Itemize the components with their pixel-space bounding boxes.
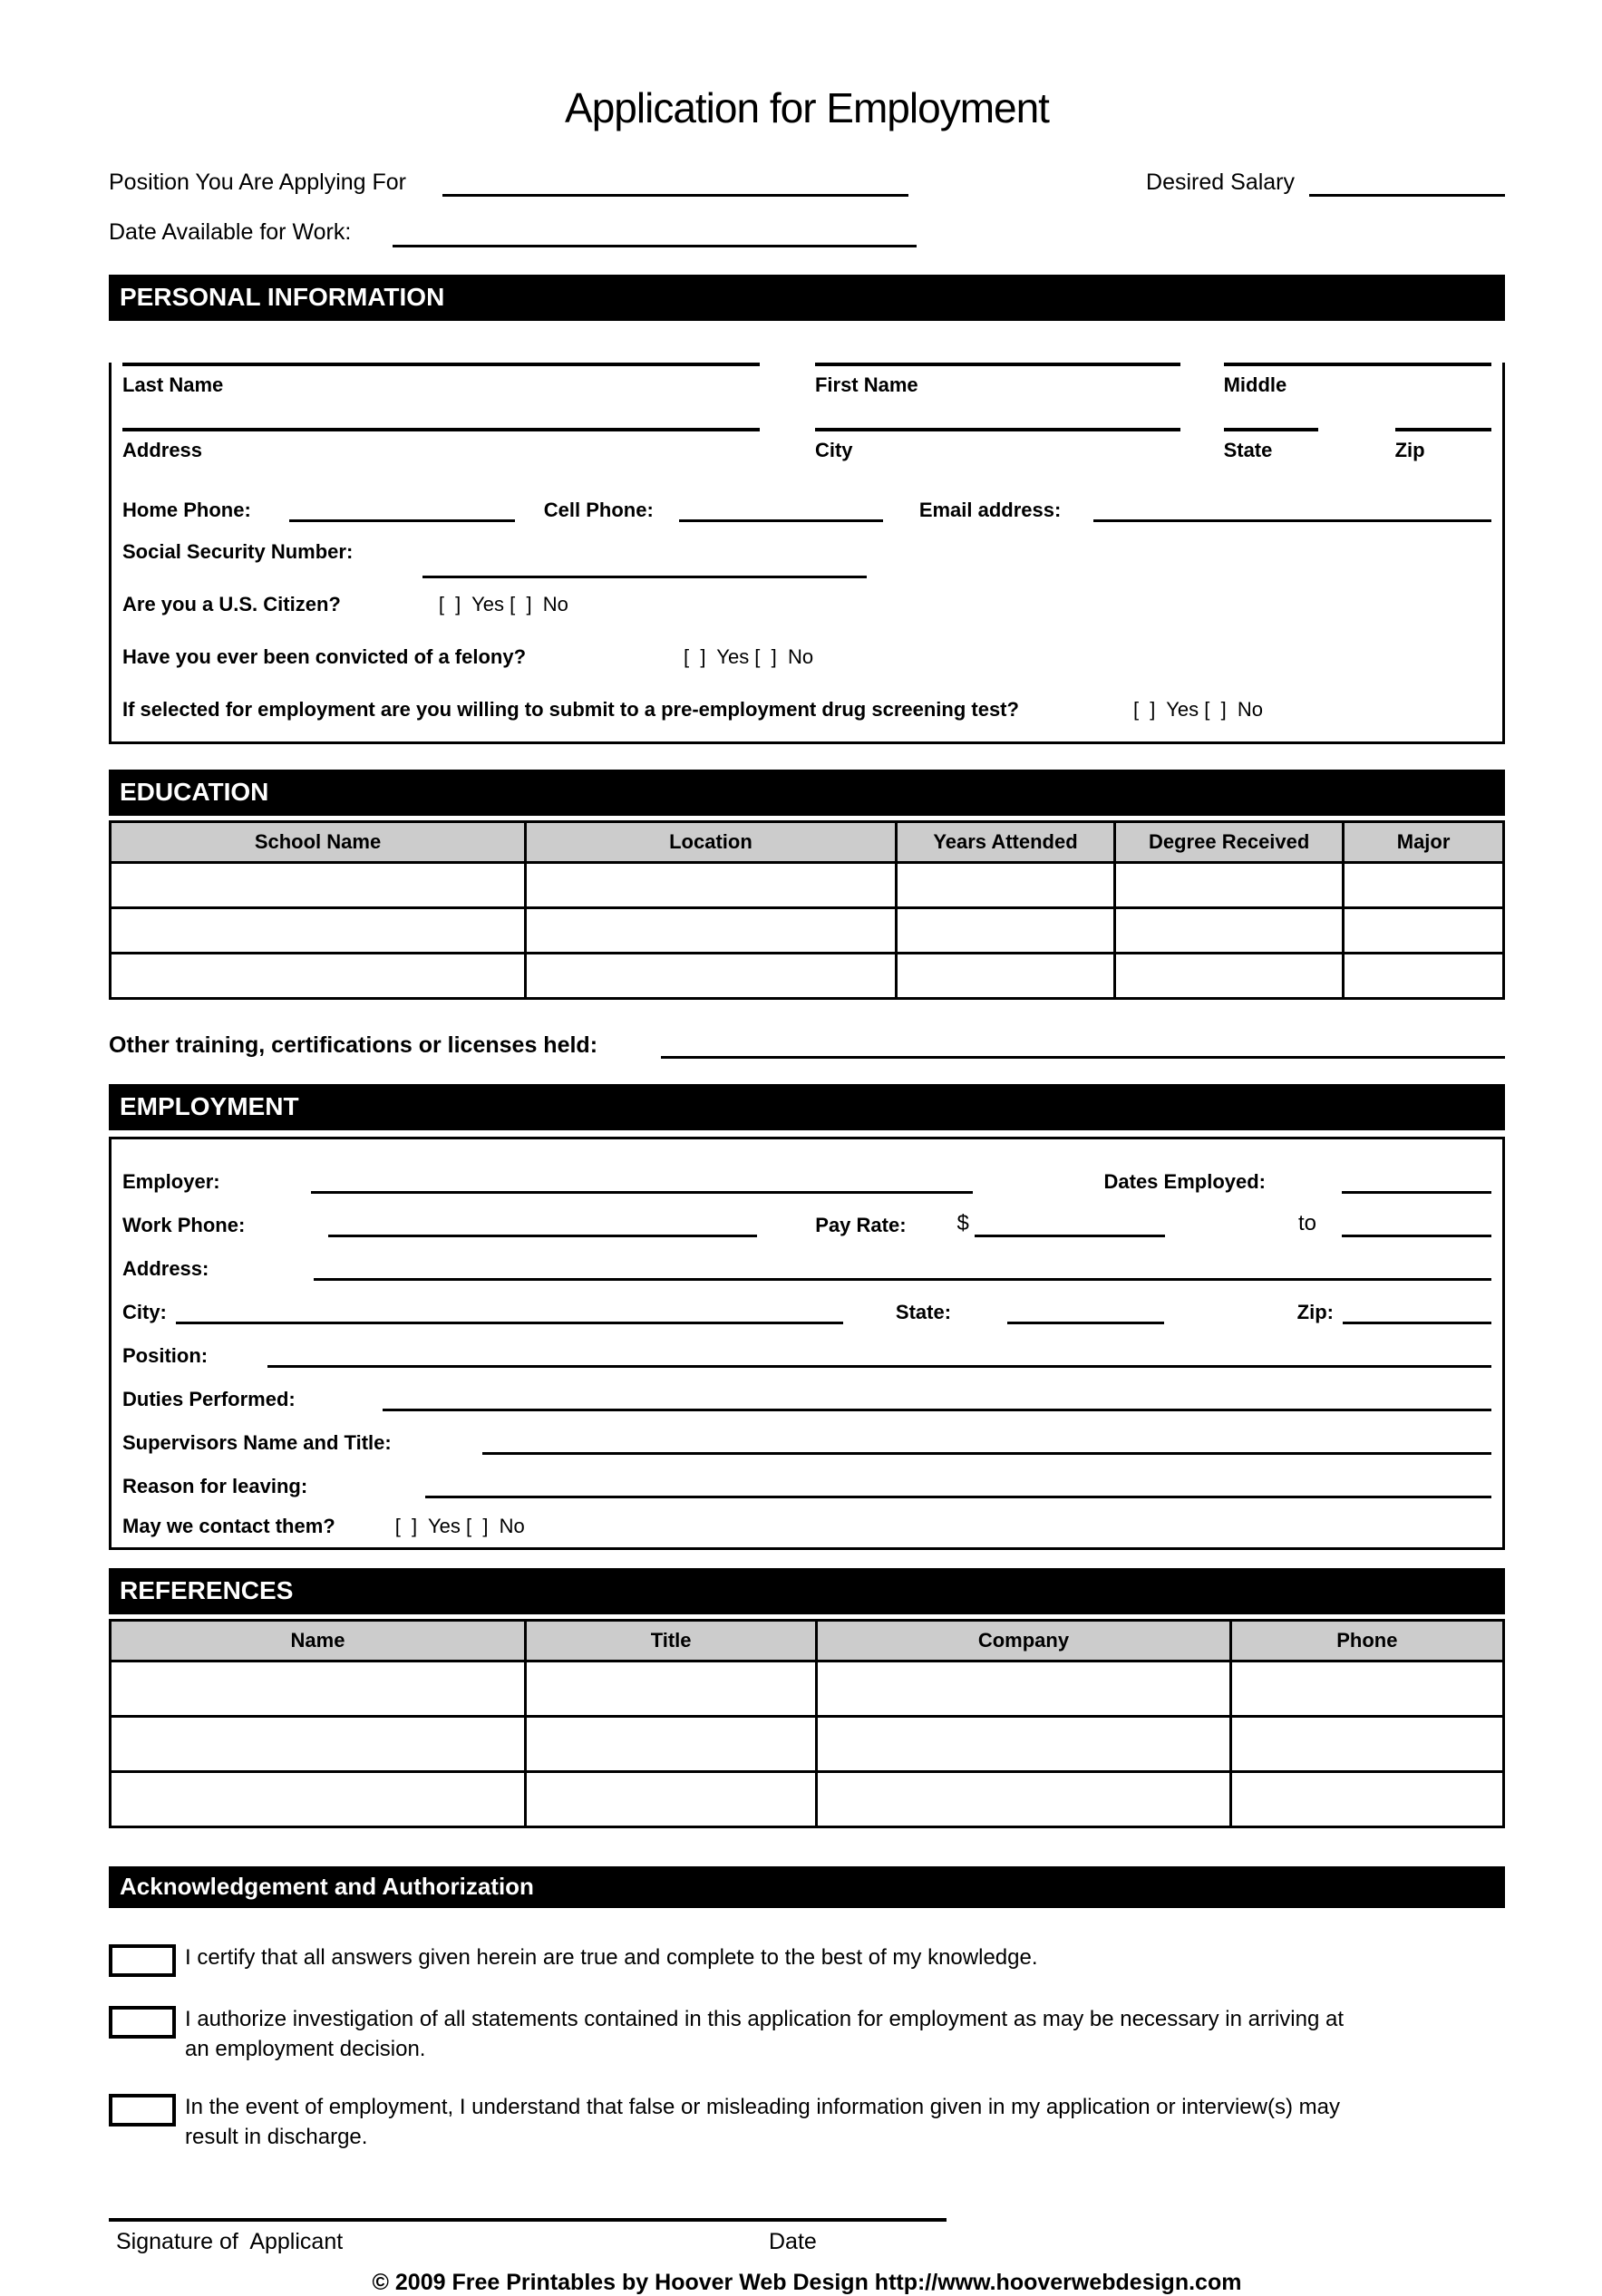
cell-phone-label: Cell Phone:: [543, 498, 654, 521]
signature-of-applicant-label: Signature of Applicant: [116, 2228, 344, 2254]
acknowledgement-statement: I authorize investigation of all statements contained in this application for employment as may be necessary in arriving at an employment decision.: [185, 2006, 1344, 2062]
education-col-school-name: School Name: [111, 821, 526, 862]
drug-test-question-label: If selected for employment are you willing to submit to a pre-employment drug screening test?: [122, 697, 1019, 721]
position-row: [122, 1324, 1491, 1368]
other-training-label: Other training, certifications or licenses held:: [109, 1032, 598, 1058]
supervisor-name-title-label: Supervisors Name and Title:: [122, 1430, 392, 1454]
education-cell[interactable]: [1344, 953, 1504, 998]
acknowledgement-header-label: Acknowledgement and Authorization: [120, 1873, 534, 1900]
personal-information-header: [109, 275, 1505, 321]
education-cell[interactable]: [526, 907, 897, 953]
acknowledgement-statement: In the event of employment, I understand that false or misleading information given in my application or interview(s) may result in discharge.: [185, 2094, 1340, 2150]
date-label: Date: [769, 2228, 817, 2254]
signature-input-line[interactable]: [109, 2218, 947, 2222]
date-available-input-line[interactable]: [393, 240, 917, 247]
acknowledgement-statement: I certify that all answers given herein are true and complete to the best of my knowledge.: [185, 1944, 1038, 1970]
personal-information-header-label: PERSONAL INFORMATION: [120, 283, 445, 311]
education-table-row: [111, 907, 1504, 953]
work-phone-label: Work Phone:: [122, 1213, 246, 1236]
education-cell[interactable]: [896, 907, 1114, 953]
drug-test-question-row: [122, 698, 1491, 722]
references-col-name: Name: [111, 1620, 526, 1661]
references-cell[interactable]: [526, 1716, 817, 1771]
references-table-header-row: [111, 1620, 1504, 1661]
home-phone-label: Home Phone:: [122, 498, 251, 521]
education-col-location: Location: [526, 821, 897, 862]
may-we-contact-label: May we contact them?: [122, 1514, 335, 1537]
first-name-label: First Name: [814, 373, 918, 396]
education-table: [109, 820, 1505, 1000]
middle-name-field: [1224, 363, 1491, 397]
position-input-line[interactable]: [267, 1361, 1491, 1368]
address-fields-row: [122, 428, 1491, 462]
state-label: State: [1223, 438, 1273, 461]
references-cell[interactable]: [817, 1771, 1230, 1826]
reason-for-leaving-label: Reason for leaving:: [122, 1474, 308, 1497]
zip-input-line[interactable]: [1395, 428, 1491, 431]
date-available-label: Date Available for Work:: [109, 219, 352, 246]
cell-phone-input-line[interactable]: [679, 515, 883, 522]
citizen-yes-no-checkboxes[interactable]: [ ] Yes [ ] No: [438, 592, 568, 615]
position-applying-label: Position You Are Applying For: [109, 170, 407, 195]
city-label: City: [814, 438, 853, 461]
education-cell[interactable]: [1344, 862, 1504, 907]
duties-performed-label: Duties Performed:: [122, 1387, 296, 1410]
education-cell[interactable]: [1115, 953, 1344, 998]
first-name-input-line[interactable]: [815, 363, 1180, 366]
page-title: Application for Employment: [565, 84, 1049, 131]
date-available-row: [109, 218, 1505, 247]
employer-zip-input-line[interactable]: [1343, 1317, 1491, 1324]
employer-zip-label: Zip:: [1296, 1300, 1334, 1323]
drug-test-yes-no-checkboxes[interactable]: [ ] Yes [ ] No: [1132, 697, 1264, 721]
acknowledgement-items: [109, 1942, 1505, 2153]
acknowledgement-checkbox[interactable]: [109, 2094, 176, 2126]
references-cell[interactable]: [1230, 1716, 1503, 1771]
email-address-label: Email address:: [918, 498, 1062, 521]
employer-city-label: City:: [122, 1300, 167, 1323]
ssn-line-row: [122, 571, 1491, 578]
employer-input-line[interactable]: [311, 1187, 973, 1194]
employer-label: Employer:: [122, 1169, 220, 1193]
education-col-degree-received: Degree Received: [1115, 821, 1344, 862]
references-table-row: [111, 1716, 1504, 1771]
middle-name-input-line[interactable]: [1224, 363, 1491, 366]
references-cell[interactable]: [817, 1716, 1230, 1771]
references-table-row: [111, 1661, 1504, 1716]
employment-box: [109, 1137, 1505, 1550]
references-cell[interactable]: [111, 1661, 526, 1716]
acknowledgement-item: [109, 1942, 1505, 1977]
address-field: [122, 428, 760, 462]
education-cell[interactable]: [111, 907, 526, 953]
references-cell[interactable]: [526, 1661, 817, 1716]
state-input-line[interactable]: [1224, 428, 1318, 431]
education-col-years-attended: Years Attended: [896, 821, 1114, 862]
acknowledgement-header: [109, 1866, 1505, 1908]
pay-rate-to-line[interactable]: [1342, 1230, 1491, 1237]
references-col-title: Title: [526, 1620, 817, 1661]
reason-for-leaving-input-line[interactable]: [425, 1491, 1491, 1498]
middle-name-label: Middle: [1223, 373, 1287, 396]
last-name-field: [122, 363, 760, 397]
education-cell[interactable]: [111, 862, 526, 907]
education-table-row: [111, 953, 1504, 998]
education-col-major: Major: [1344, 821, 1504, 862]
pay-rate-label: Pay Rate:: [815, 1213, 907, 1236]
signature-block: [109, 2218, 1505, 2296]
education-table-header-row: [111, 821, 1504, 862]
employment-header-label: EMPLOYMENT: [120, 1092, 299, 1120]
references-header-label: REFERENCES: [120, 1576, 294, 1604]
personal-information-box: [109, 363, 1505, 744]
references-table-row: [111, 1771, 1504, 1826]
may-we-contact-row: [122, 1498, 1491, 1538]
other-training-input-line[interactable]: [661, 1051, 1505, 1059]
city-input-line[interactable]: [815, 428, 1180, 431]
work-phone-pay-row: [122, 1194, 1491, 1237]
ssn-label: Social Security Number:: [122, 539, 354, 563]
address-input-line[interactable]: [122, 428, 760, 431]
education-cell[interactable]: [1115, 862, 1344, 907]
references-col-phone: Phone: [1230, 1620, 1503, 1661]
education-cell[interactable]: [526, 862, 897, 907]
last-name-input-line[interactable]: [122, 363, 760, 366]
references-header: [109, 1568, 1505, 1614]
desired-salary-input-line[interactable]: [1309, 189, 1505, 197]
reason-leaving-row: [122, 1455, 1491, 1498]
address-label: Address: [122, 438, 203, 461]
education-header: [109, 770, 1505, 816]
education-cell[interactable]: [1344, 907, 1504, 953]
dates-employed-label: Dates Employed:: [1103, 1169, 1266, 1193]
employer-address-input-line[interactable]: [314, 1274, 1491, 1281]
acknowledgement-item: [109, 2004, 1505, 2065]
education-cell[interactable]: [896, 862, 1114, 907]
employer-row: [122, 1150, 1491, 1194]
duties-performed-input-line[interactable]: [383, 1404, 1491, 1411]
supervisor-name-title-input-line[interactable]: [482, 1448, 1491, 1455]
education-header-label: EDUCATION: [120, 778, 269, 806]
footer-copyright: © 2009 Free Printables by Hoover Web Design http://www.hooverwebdesign.com: [372, 2269, 1242, 2295]
duties-row: [122, 1368, 1491, 1411]
pay-rate-to-label: to: [1297, 1210, 1316, 1235]
phones-email-row: [122, 499, 1491, 522]
education-table-row: [111, 862, 1504, 907]
contact-yes-no-checkboxes[interactable]: [ ] Yes [ ] No: [394, 1514, 525, 1537]
felony-question-label: Have you ever been convicted of a felony?: [122, 644, 527, 668]
pay-rate-from-line[interactable]: [975, 1230, 1165, 1237]
education-cell[interactable]: [526, 953, 897, 998]
employer-state-label: State:: [895, 1300, 952, 1323]
zip-field: [1395, 428, 1491, 462]
references-cell[interactable]: [111, 1716, 526, 1771]
position-applying-input-line[interactable]: [442, 189, 908, 197]
references-table: [109, 1619, 1505, 1828]
education-cell[interactable]: [1115, 907, 1344, 953]
email-address-input-line[interactable]: [1093, 515, 1491, 522]
references-cell[interactable]: [817, 1661, 1230, 1716]
ssn-label-row: [122, 540, 1491, 564]
last-name-label: Last Name: [122, 373, 224, 396]
desired-salary-label: Desired Salary: [1146, 170, 1295, 195]
citizen-question-row: [122, 593, 1491, 616]
references-cell[interactable]: [111, 1771, 526, 1826]
employer-address-label: Address:: [122, 1256, 209, 1280]
references-col-company: Company: [817, 1620, 1230, 1661]
references-cell[interactable]: [1230, 1771, 1503, 1826]
education-cell[interactable]: [896, 953, 1114, 998]
zip-label: Zip: [1394, 438, 1425, 461]
references-cell[interactable]: [526, 1771, 817, 1826]
employer-city-input-line[interactable]: [176, 1317, 843, 1324]
employer-state-input-line[interactable]: [1007, 1317, 1164, 1324]
supervisor-row: [122, 1411, 1491, 1455]
position-label: Position:: [122, 1343, 209, 1367]
employer-city-row: [122, 1281, 1491, 1324]
signature-labels-row: [109, 2229, 1505, 2255]
city-field: [815, 428, 1180, 462]
first-name-field: [815, 363, 1180, 397]
employer-address-row: [122, 1237, 1491, 1281]
education-cell[interactable]: [111, 953, 526, 998]
acknowledgement-checkbox[interactable]: [109, 1944, 176, 1977]
state-field: [1224, 428, 1318, 462]
work-phone-input-line[interactable]: [328, 1230, 757, 1237]
acknowledgement-item: [109, 2092, 1505, 2153]
employment-header: [109, 1084, 1505, 1130]
acknowledgement-checkbox[interactable]: [109, 2006, 176, 2039]
ssn-input-line[interactable]: [422, 571, 867, 578]
felony-yes-no-checkboxes[interactable]: [ ] Yes [ ] No: [684, 644, 814, 668]
home-phone-input-line[interactable]: [289, 515, 515, 522]
dates-employed-from-line[interactable]: [1342, 1187, 1491, 1194]
citizen-question-label: Are you a U.S. Citizen?: [122, 592, 341, 615]
name-fields-row: [122, 363, 1491, 397]
other-training-row: [109, 1032, 1505, 1059]
felony-question-row: [122, 645, 1491, 669]
position-salary-row: [109, 169, 1505, 197]
references-cell[interactable]: [1230, 1661, 1503, 1716]
dollar-sign-label: $: [956, 1210, 969, 1235]
